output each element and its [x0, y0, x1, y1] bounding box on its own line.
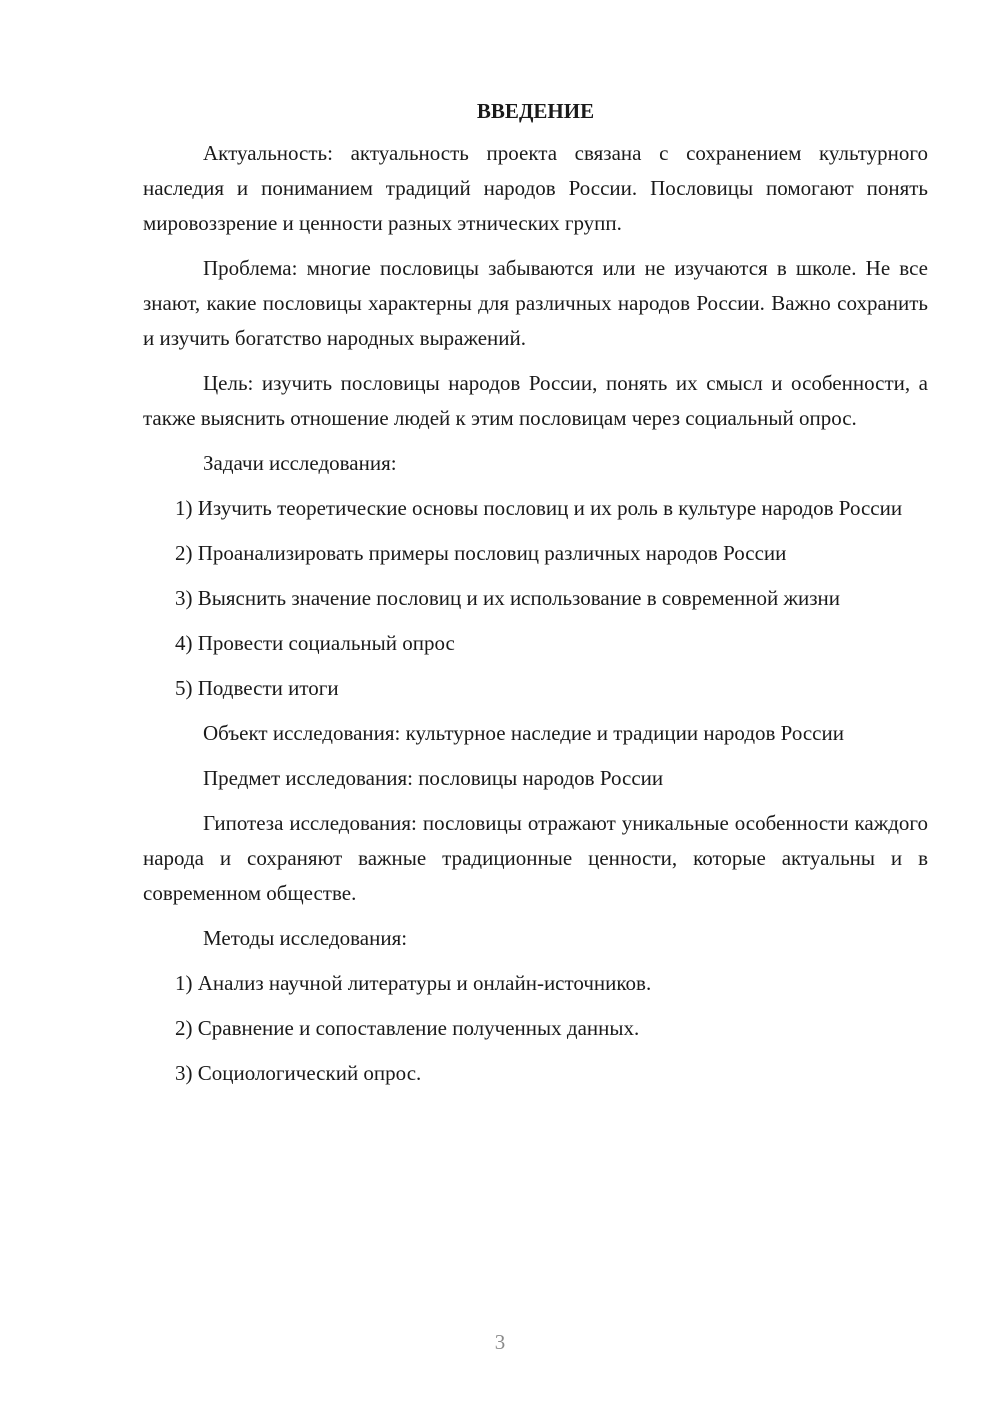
task-item: 5) Подвести итоги — [175, 676, 339, 700]
method-item: 2) Сравнение и сопоставление полученных данных. — [175, 1016, 640, 1040]
problem-paragraph: Проблема: многие пословицы забываются или не изучаются в школе. Не все знают, какие пословицы характерны для различных народов России. Важно сохранить и изучить богатство народных выражений. — [143, 256, 928, 350]
task-item: 4) Провести социальный опрос — [175, 631, 455, 655]
method-item: 1) Анализ научной литературы и онлайн-источников. — [175, 971, 652, 995]
methods-heading: Методы исследования: — [203, 926, 408, 950]
relevance-paragraph: Актуальность: актуальность проекта связана с сохранением культурного наследия и пониманием традиций народов России. Пословицы помогают понять мировоззрение и ценности разных этнических групп. — [143, 141, 928, 235]
subject-paragraph: Предмет исследования: пословицы народов России — [203, 766, 664, 790]
document-page — [143, 94, 928, 1101]
page-number: 3 — [494, 1330, 506, 1354]
method-item: 3) Социологический опрос. — [175, 1061, 422, 1085]
task-item: 2) Проанализировать примеры пословиц различных народов России — [175, 541, 787, 565]
tasks-heading: Задачи исследования: — [203, 451, 397, 475]
task-item: 3) Выяснить значение пословиц и их использование в современной жизни — [175, 586, 841, 610]
object-paragraph: Объект исследования: культурное наследие и традиции народов России — [203, 721, 844, 745]
section-title: ВВЕДЕНИЕ — [476, 99, 595, 123]
goal-paragraph: Цель: изучить пословицы народов России, понять их смысл и особенности, а также выяснить отношение людей к этим пословицам через социальный опрос. — [143, 371, 928, 430]
hypothesis-paragraph: Гипотеза исследования: пословицы отражают уникальные особенности каждого народа и сохраняют важные традиционные ценности, которые актуальны и в современном обществе. — [143, 811, 928, 905]
task-item: 1) Изучить теоретические основы пословиц и их роль в культуре народов России — [175, 496, 903, 520]
